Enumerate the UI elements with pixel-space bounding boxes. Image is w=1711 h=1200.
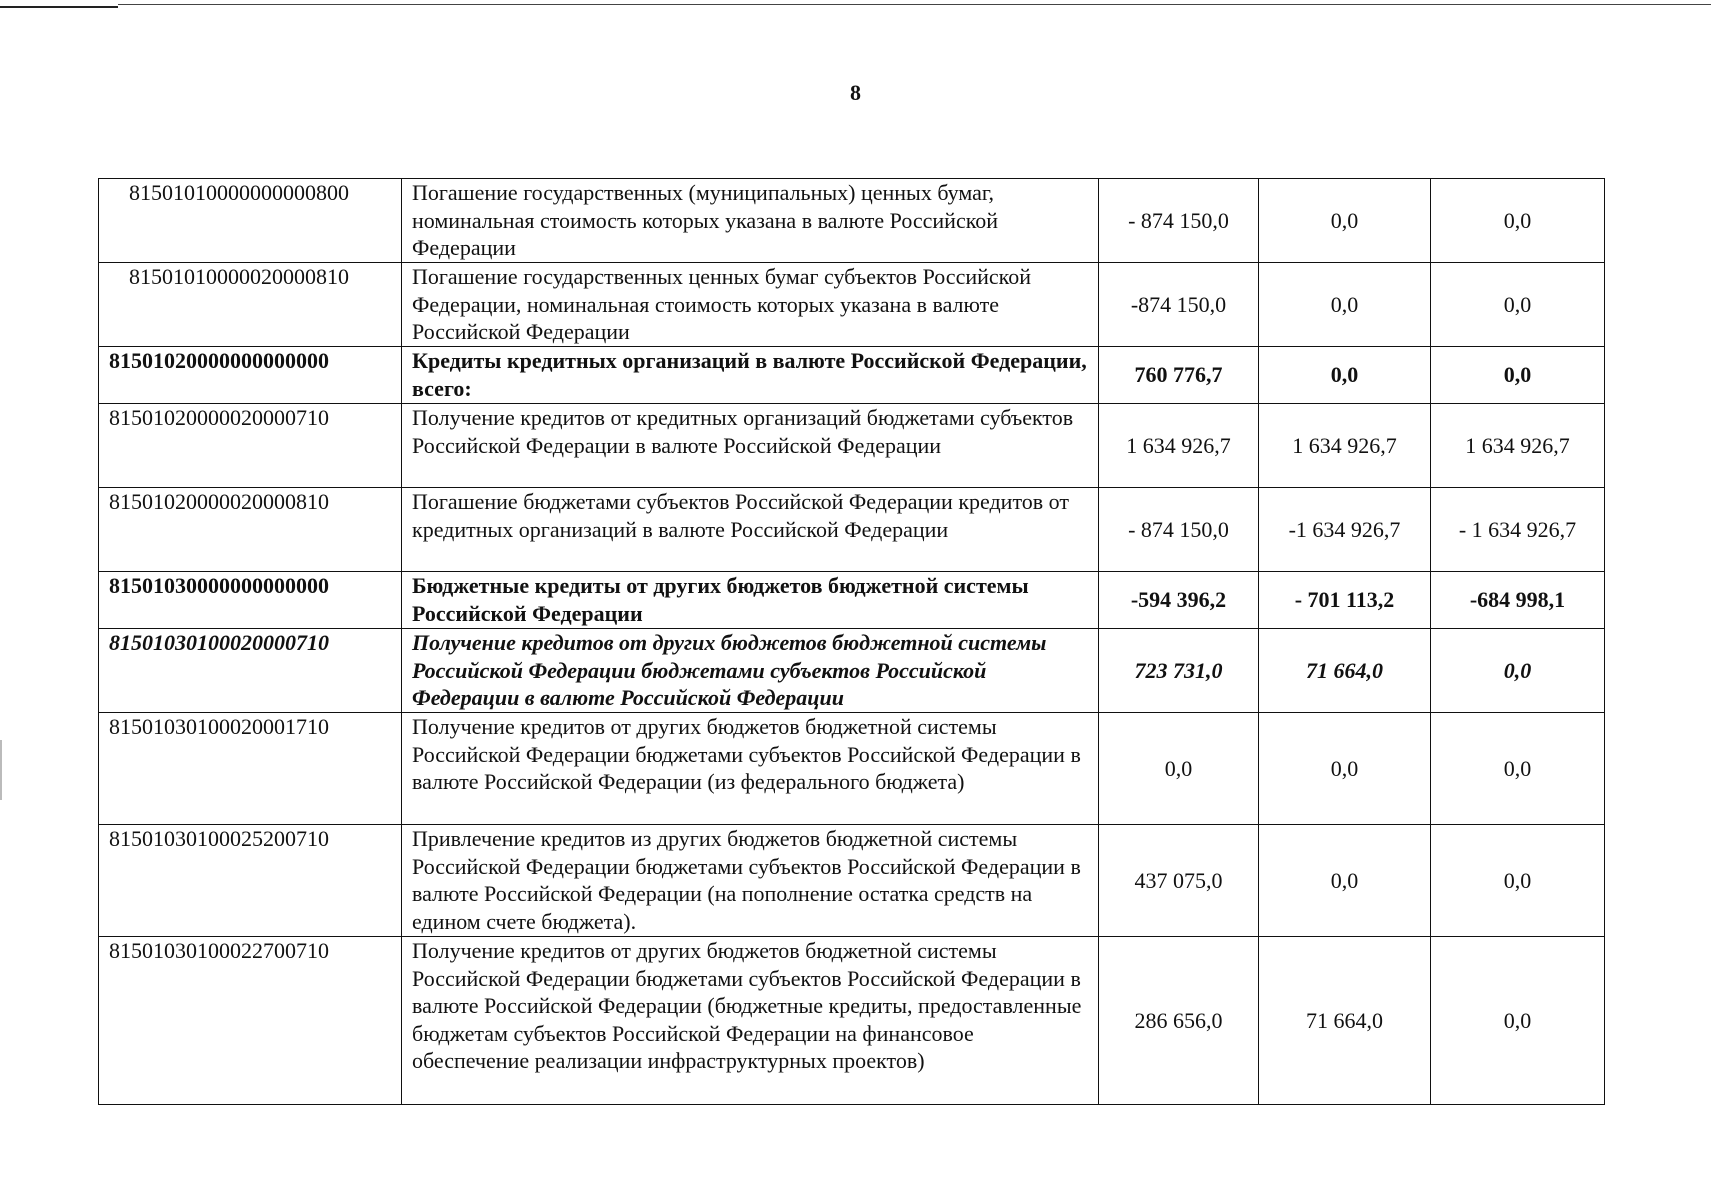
amount-year2-cell: 0,0 — [1259, 713, 1431, 825]
amount-year2-cell: 71 664,0 — [1259, 629, 1431, 713]
amount-year2-cell: -1 634 926,7 — [1259, 488, 1431, 572]
amount-year1-cell: 0,0 — [1099, 713, 1259, 825]
item-name-cell: Привлечение кредитов из других бюджетов бюджетной системы Российской Федерации бюджетами субъектов Российской Федерации в валюте Российской Федерации (на пополнение остатка средств на едином счете бюджета). — [402, 825, 1099, 937]
amount-year3-cell: 0,0 — [1431, 713, 1605, 825]
budget-code-cell: 81501010000000000800 — [99, 179, 402, 263]
amount-year3-cell: -684 998,1 — [1431, 572, 1605, 629]
amount-year1-cell: 1 634 926,7 — [1099, 404, 1259, 488]
amount-year3-cell: 0,0 — [1431, 629, 1605, 713]
amount-year2-cell: 0,0 — [1259, 263, 1431, 347]
budget-code-cell: 81501030100020001710 — [99, 713, 402, 825]
table-row — [99, 179, 1605, 263]
item-name-cell: Получение кредитов от кредитных организаций бюджетами субъектов Российской Федерации в валюте Российской Федерации — [402, 404, 1099, 488]
amount-year3-cell: 0,0 — [1431, 347, 1605, 404]
budget-code-cell: 81501010000020000810 — [99, 263, 402, 347]
amount-year3-cell: 0,0 — [1431, 179, 1605, 263]
table-row — [99, 713, 1605, 825]
top-edge-line — [118, 4, 1711, 5]
amount-year1-cell: -594 396,2 — [1099, 572, 1259, 629]
amount-year2-cell: - 701 113,2 — [1259, 572, 1431, 629]
item-name-cell: Погашение государственных ценных бумаг субъектов Российской Федерации, номинальная стоимость которых указана в валюте Российской Федерации — [402, 263, 1099, 347]
budget-code-cell: 81501020000000000000 — [99, 347, 402, 404]
page-number: 8 — [850, 80, 861, 105]
amount-year2-cell: 0,0 — [1259, 179, 1431, 263]
item-name-cell: Погашение государственных (муниципальных) ценных бумаг, номинальная стоимость которых указана в валюте Российской Федерации — [402, 179, 1099, 263]
budget-code-cell: 81501030100025200710 — [99, 825, 402, 937]
amount-year1-cell: 437 075,0 — [1099, 825, 1259, 937]
table-row — [99, 347, 1605, 404]
amount-year1-cell: -874 150,0 — [1099, 263, 1259, 347]
budget-code-cell: 81501020000020000710 — [99, 404, 402, 488]
amount-year2-cell: 0,0 — [1259, 825, 1431, 937]
amount-year2-cell: 1 634 926,7 — [1259, 404, 1431, 488]
table-row — [99, 825, 1605, 937]
amount-year1-cell: 723 731,0 — [1099, 629, 1259, 713]
budget-code-cell: 81501030000000000000 — [99, 572, 402, 629]
budget-code-cell: 81501030100020000710 — [99, 629, 402, 713]
table-row — [99, 404, 1605, 488]
table-row — [99, 629, 1605, 713]
budget-code-cell: 81501020000020000810 — [99, 488, 402, 572]
amount-year1-cell: 760 776,7 — [1099, 347, 1259, 404]
item-name-cell: Получение кредитов от других бюджетов бюджетной системы Российской Федерации бюджетами субъектов Российской Федерации в валюте Российской Федерации — [402, 629, 1099, 713]
amount-year3-cell: 0,0 — [1431, 937, 1605, 1105]
amount-year2-cell: 71 664,0 — [1259, 937, 1431, 1105]
amount-year3-cell: 1 634 926,7 — [1431, 404, 1605, 488]
table-row — [99, 488, 1605, 572]
scan-edge-mark — [0, 740, 2, 800]
item-name-cell: Кредиты кредитных организаций в валюте Российской Федерации, всего: — [402, 347, 1099, 404]
table-body — [99, 179, 1605, 1105]
amount-year1-cell: - 874 150,0 — [1099, 488, 1259, 572]
budget-code-cell: 81501030100022700710 — [99, 937, 402, 1105]
top-edge-mark — [0, 6, 118, 8]
amount-year2-cell: 0,0 — [1259, 347, 1431, 404]
item-name-cell: Бюджетные кредиты от других бюджетов бюджетной системы Российской Федерации — [402, 572, 1099, 629]
table-row — [99, 572, 1605, 629]
amount-year3-cell: 0,0 — [1431, 263, 1605, 347]
item-name-cell: Получение кредитов от других бюджетов бюджетной системы Российской Федерации бюджетами субъектов Российской Федерации в валюте Российской Федерации (бюджетные кредиты, предоставленные бюджетам субъектов Российской Федерации на финансовое обеспечение реализации инфраструктурных проектов) — [402, 937, 1099, 1105]
amount-year3-cell: 0,0 — [1431, 825, 1605, 937]
item-name-cell: Получение кредитов от других бюджетов бюджетной системы Российской Федерации бюджетами субъектов Российской Федерации в валюте Российской Федерации (из федерального бюджета) — [402, 713, 1099, 825]
table-row — [99, 937, 1605, 1105]
amount-year1-cell: - 874 150,0 — [1099, 179, 1259, 263]
item-name-cell: Погашение бюджетами субъектов Российской Федерации кредитов от кредитных организаций в валюте Российской Федерации — [402, 488, 1099, 572]
budget-sources-table — [98, 178, 1605, 1105]
amount-year1-cell: 286 656,0 — [1099, 937, 1259, 1105]
amount-year3-cell: - 1 634 926,7 — [1431, 488, 1605, 572]
table-row — [99, 263, 1605, 347]
